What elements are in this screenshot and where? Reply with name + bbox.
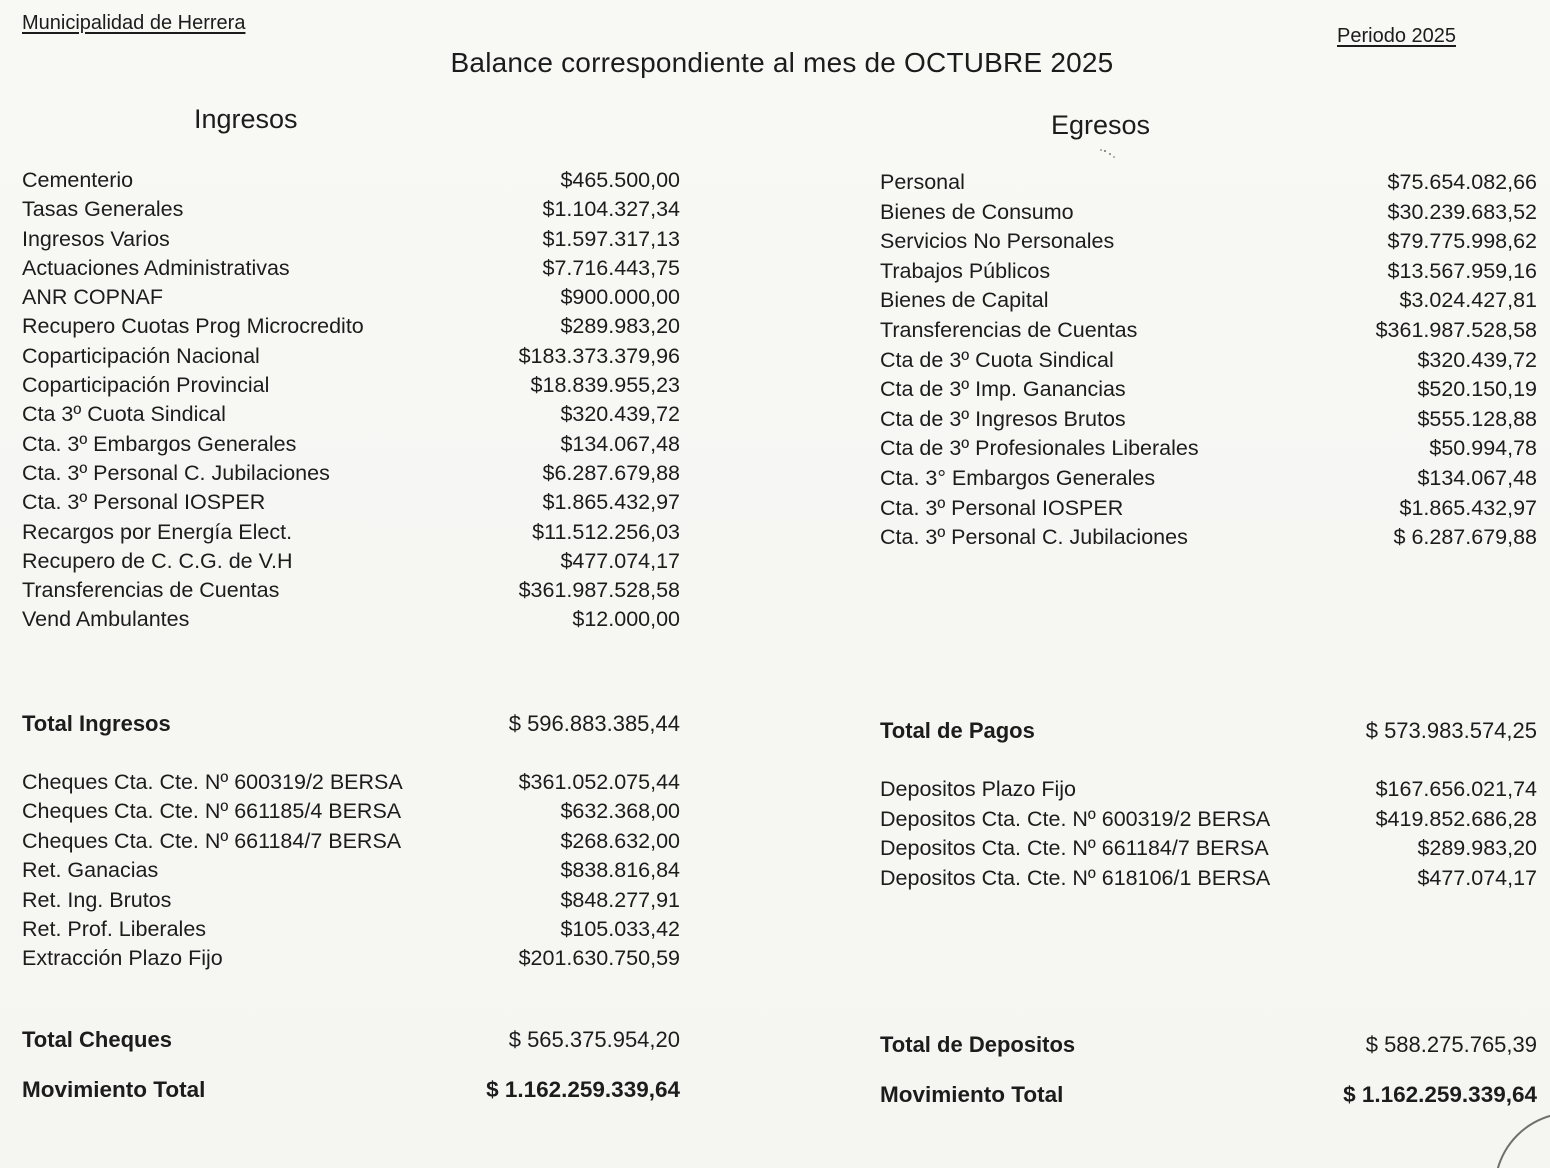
ledger-row-label: Cta de 3º Profesionales Liberales — [880, 436, 1199, 461]
ledger-row — [880, 834, 1537, 864]
ledger-row-label: Servicios No Personales — [880, 229, 1115, 254]
ledger-row-label: Recargos por Energía Elect. — [22, 519, 293, 544]
ledger-row-value: $520.150,19 — [1417, 377, 1537, 402]
total-cheques-value: $ 565.375.954,20 — [508, 1027, 680, 1052]
scan-artifact-speck — [1104, 150, 1106, 152]
total-ingresos-value: $ 596.883.385,44 — [508, 711, 680, 736]
ledger-row-value: $289.983,20 — [560, 314, 680, 339]
ledger-row-value: $419.852.686,28 — [1375, 806, 1537, 831]
ledger-row-value: $3.024.427,81 — [1399, 288, 1537, 313]
ledger-row — [22, 312, 680, 341]
total-cheques-label: Total Cheques — [22, 1027, 172, 1052]
scan-artifact-arc — [1494, 1112, 1550, 1168]
ingresos-items — [22, 166, 680, 635]
ledger-row-value: $18.839.955,23 — [530, 373, 680, 398]
document-title: Balance correspondiente al mes de OCTUBRE 2025 — [450, 47, 1114, 78]
ledger-row-label: Ingresos Varios — [22, 226, 170, 251]
ledger-row-value: $555.128,88 — [1417, 406, 1537, 431]
ledger-row-label: Cta. 3º Personal IOSPER — [880, 495, 1124, 520]
ledger-row-value: $1.597.317,13 — [542, 226, 680, 251]
ledger-row — [22, 254, 680, 283]
ledger-row-label: Cta. 3° Embargos Generales — [880, 465, 1156, 490]
ledger-row-label: Trabajos Públicos — [880, 258, 1051, 283]
ledger-row — [22, 371, 680, 400]
ledger-row — [880, 257, 1537, 287]
ledger-row-value: $134.067,48 — [1417, 465, 1537, 490]
ledger-row-label: Cta 3º Cuota Sindical — [22, 402, 226, 427]
total-cheques-row — [22, 1027, 680, 1053]
ledger-row-value: $1.865.432,97 — [1399, 495, 1537, 520]
ledger-row-label: Cta. 3º Personal C. Jubilaciones — [22, 460, 330, 485]
ledger-row-label: Coparticipación Nacional — [22, 343, 260, 368]
total-pagos-label: Total de Pagos — [880, 718, 1035, 743]
ledger-row-value: $79.775.998,62 — [1387, 229, 1537, 254]
total-ingresos-label: Total Ingresos — [22, 711, 171, 736]
ledger-row-label: Transferencias de Cuentas — [880, 317, 1138, 342]
ledger-row-value: $632.368,00 — [560, 799, 680, 824]
ledger-row-label: Recupero de C. C.G. de V.H — [22, 548, 293, 573]
ledger-row-value: $13.567.959,16 — [1387, 258, 1537, 283]
ledger-row — [22, 547, 680, 576]
ledger-row — [22, 576, 680, 605]
ledger-row-label: Cta de 3º Ingresos Brutos — [880, 406, 1126, 431]
movimiento-total-ingresos-row — [22, 1077, 680, 1103]
ledger-row — [880, 864, 1537, 894]
ledger-row-value: $361.987.528,58 — [1375, 317, 1537, 342]
ledger-row — [22, 459, 680, 488]
ledger-row-value: $848.277,91 — [560, 887, 680, 912]
ledger-row — [22, 944, 680, 973]
ledger-row — [22, 856, 680, 885]
ledger-row-value: $12.000,00 — [572, 607, 680, 632]
ledger-row — [22, 518, 680, 547]
ledger-row — [22, 797, 680, 826]
ledger-row-value: $6.287.679,88 — [542, 460, 680, 485]
ledger-row-label: Depositos Cta. Cte. Nº 618106/1 BERSA — [880, 865, 1271, 890]
ledger-row-value: $30.239.683,52 — [1387, 199, 1537, 224]
ledger-row-value: $361.052.075,44 — [518, 770, 680, 794]
ledger-row-value: $900.000,00 — [560, 285, 680, 310]
ledger-row — [22, 605, 680, 634]
ledger-row — [880, 464, 1537, 494]
ledger-row-value: $75.654.082,66 — [1387, 170, 1537, 194]
ledger-row-label: ANR COPNAF — [22, 285, 163, 310]
ledger-row — [880, 775, 1537, 805]
ledger-row-label: Cta. 3º Personal C. Jubilaciones — [880, 525, 1188, 550]
ledger-row-value: $183.373.379,96 — [518, 343, 680, 368]
egresos-items — [880, 168, 1537, 553]
ledger-row-value: $50.994,78 — [1429, 436, 1537, 461]
ledger-row-label: Ret. Prof. Liberales — [22, 916, 207, 941]
organization-name: Municipalidad de Herrera — [22, 12, 246, 34]
ledger-row — [22, 342, 680, 371]
movimiento-total-label: Movimiento Total — [880, 1082, 1064, 1107]
ledger-row-label: Depositos Cta. Cte. Nº 600319/2 BERSA — [880, 806, 1271, 831]
total-ingresos-row — [22, 711, 680, 737]
ledger-row-label: Cementerio — [22, 168, 134, 192]
ledger-row — [880, 227, 1537, 257]
ledger-row — [880, 375, 1537, 405]
ledger-row — [22, 166, 680, 195]
ledger-row — [880, 805, 1537, 835]
ledger-row-value: $477.074,17 — [1417, 865, 1537, 890]
total-depositos-row — [880, 1032, 1537, 1058]
ledger-row — [22, 827, 680, 856]
ledger-row — [880, 494, 1537, 524]
ledger-row-value: $1.865.432,97 — [542, 490, 680, 515]
ledger-row-value: $268.632,00 — [560, 828, 680, 853]
ledger-row-value: $105.033,42 — [560, 916, 680, 941]
ledger-row — [22, 400, 680, 429]
ledger-row-label: Transferencias de Cuentas — [22, 578, 280, 603]
ledger-row-value: $11.512.256,03 — [532, 519, 680, 544]
ledger-row-label: Cta. 3º Personal IOSPER — [22, 490, 266, 515]
ledger-row — [880, 346, 1537, 376]
ledger-row — [22, 430, 680, 459]
cheques-items — [22, 768, 680, 974]
ledger-row — [22, 915, 680, 944]
ledger-row-label: Bienes de Consumo — [880, 199, 1074, 224]
ledger-row-label: Cta de 3º Imp. Ganancias — [880, 377, 1126, 402]
ledger-row-value: $320.439,72 — [560, 402, 680, 427]
ledger-row-label: Vend Ambulantes — [22, 607, 190, 632]
ingresos-heading: Ingresos — [194, 104, 298, 134]
ledger-row-value: $361.987.528,58 — [518, 578, 680, 603]
ledger-row — [880, 168, 1537, 198]
movimiento-total-label: Movimiento Total — [22, 1077, 206, 1102]
ledger-row-label: Cheques Cta. Cte. Nº 661185/4 BERSA — [22, 799, 402, 824]
ledger-row-value: $465.500,00 — [560, 168, 680, 192]
ledger-row-value: $ 6.287.679,88 — [1393, 525, 1537, 550]
ledger-row-value: $134.067,48 — [560, 431, 680, 456]
ledger-row — [22, 283, 680, 312]
ledger-row — [880, 523, 1537, 553]
total-pagos-value: $ 573.983.574,25 — [1365, 718, 1537, 743]
egresos-heading: Egresos — [1051, 110, 1151, 140]
total-depositos-value: $ 588.275.765,39 — [1365, 1032, 1537, 1057]
ledger-row-value: $201.630.750,59 — [518, 946, 680, 971]
ledger-row-label: Bienes de Capital — [880, 288, 1049, 313]
ledger-row — [880, 434, 1537, 464]
movimiento-total-value: $ 1.162.259.339,64 — [1343, 1082, 1537, 1107]
ledger-row-value: $320.439,72 — [1417, 347, 1537, 372]
ledger-row — [880, 198, 1537, 228]
ledger-row-label: Cheques Cta. Cte. Nº 661184/7 BERSA — [22, 828, 402, 853]
ledger-row-value: $477.074,17 — [560, 548, 680, 573]
ledger-row-value: $289.983,20 — [1417, 836, 1537, 860]
depositos-items — [880, 775, 1537, 893]
ledger-row-label: Ret. Ing. Brutos — [22, 887, 172, 912]
period-label: Periodo 2025 — [1337, 25, 1456, 47]
ledger-row-label: Extracción Plazo Fijo — [22, 946, 223, 971]
ledger-row-label: Cheques Cta. Cte. Nº 600319/2 BERSA — [22, 770, 403, 794]
total-depositos-label: Total de Depositos — [880, 1032, 1076, 1057]
ledger-row — [22, 768, 680, 797]
ledger-row — [880, 316, 1537, 346]
ledger-row — [880, 405, 1537, 435]
ledger-row-label: Actuaciones Administrativas — [22, 255, 290, 280]
ledger-row-label: Depositos Cta. Cte. Nº 661184/7 BERSA — [880, 836, 1269, 860]
total-pagos-row — [880, 718, 1537, 744]
movimiento-total-egresos-row — [880, 1082, 1537, 1108]
ledger-row — [22, 225, 680, 254]
ledger-row-value: $167.656.021,74 — [1375, 777, 1537, 801]
movimiento-total-value: $ 1.162.259.339,64 — [486, 1077, 680, 1102]
ledger-row-label: Cta de 3º Cuota Sindical — [880, 347, 1114, 372]
ledger-row — [22, 886, 680, 915]
ledger-row-value: $7.716.443,75 — [542, 255, 680, 280]
ledger-row-label: Depositos Plazo Fijo — [880, 777, 1076, 801]
ledger-row-label: Ret. Ganacias — [22, 858, 159, 883]
ledger-row-label: Cta. 3º Embargos Generales — [22, 431, 297, 456]
ledger-row — [880, 286, 1537, 316]
ledger-row-label: Tasas Generales — [22, 197, 184, 222]
ledger-row — [22, 488, 680, 517]
ledger-row — [22, 195, 680, 224]
ledger-row-label: Recupero Cuotas Prog Microcredito — [22, 314, 364, 339]
ledger-row-label: Personal — [880, 170, 965, 194]
ledger-row-value: $838.816,84 — [560, 858, 680, 883]
ledger-row-value: $1.104.327,34 — [542, 197, 680, 222]
ledger-row-label: Coparticipación Provincial — [22, 373, 270, 398]
